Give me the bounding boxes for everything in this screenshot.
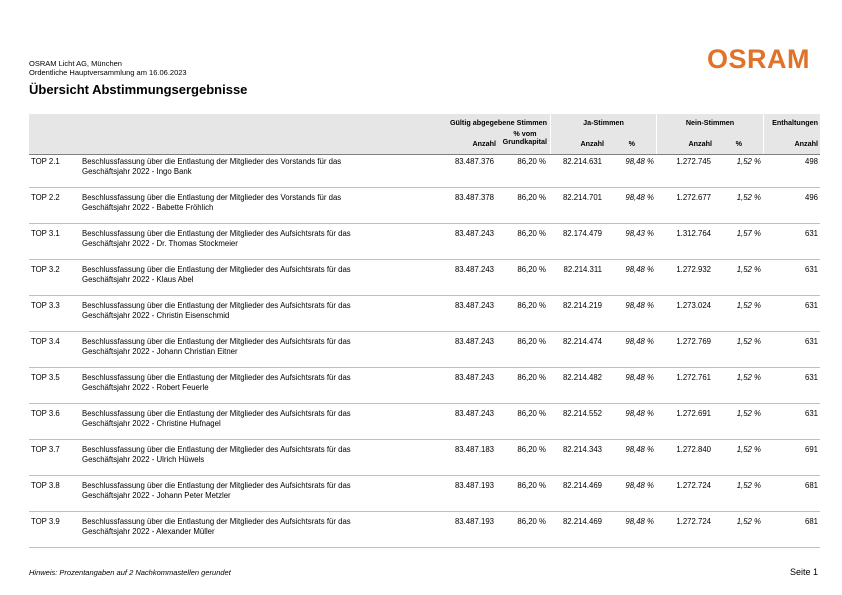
cell-nein-pct: 1,52 % [736,373,761,382]
agenda-item: TOP 3.6 [31,409,60,418]
cell-valid: 83.487.243 [454,301,494,310]
header-nein-anzahl: Anzahl [688,139,712,148]
cell-nein-pct: 1,52 % [736,517,761,526]
resolution-subject: Geschäftsjahr 2022 - Dr. Thomas Stockmeier [82,239,238,248]
cell-ja-pct: 98,48 % [625,373,654,382]
cell-enth: 681 [804,517,818,526]
cell-valid: 83.487.193 [454,481,494,490]
resolution-subject: Geschäftsjahr 2022 - Johann Peter Metzler [82,491,231,500]
cell-valid: 83.487.183 [454,445,494,454]
row-divider [29,223,820,224]
cell-ja: 82.214.701 [562,193,602,202]
cell-nein-pct: 1,52 % [736,337,761,346]
cell-nein-pct: 1,52 % [736,193,761,202]
cell-ja: 82.214.219 [562,301,602,310]
cell-valid: 83.487.243 [454,409,494,418]
agenda-item: TOP 2.1 [31,157,60,166]
cell-nein-pct: 1,52 % [736,301,761,310]
header-ja-group: Ja-Stimmen [583,118,624,127]
agenda-item: TOP 3.9 [31,517,60,526]
cell-enth: 631 [804,301,818,310]
cell-nein: 1.272.745 [676,157,711,166]
resolution-subject: Geschäftsjahr 2022 - Christin Eisenschmid [82,311,230,320]
cell-ja-pct: 98,48 % [625,157,654,166]
header-enth-group: Enthaltungen [772,118,818,127]
cell-nein: 1.272.691 [676,409,711,418]
row-divider [29,331,820,332]
resolution-text: Beschlussfassung über die Entlastung der Mitglieder des Aufsichtsrats für das [82,265,351,274]
resolution-subject: Geschäftsjahr 2022 - Robert Feuerle [82,383,209,392]
cell-ja-pct: 98,43 % [625,229,654,238]
company-name [29,60,187,77]
cell-enth: 498 [804,157,818,166]
resolution-text: Beschlussfassung über die Entlastung der Mitglieder des Aufsichtsrats für das [82,373,351,382]
company-line: OSRAM Licht AG, München [29,59,122,68]
cell-ja-pct: 98,48 % [625,265,654,274]
cell-nein-pct: 1,52 % [736,157,761,166]
header-valid-pct-1: % vom [513,129,537,138]
cell-valid: 83.487.243 [454,337,494,346]
cell-valid: 83.487.193 [454,517,494,526]
resolution-subject: Geschäftsjahr 2022 - Christine Hufnagel [82,419,221,428]
cell-valid-pct: 86,20 % [517,445,546,454]
cell-enth: 681 [804,481,818,490]
agenda-item: TOP 2.2 [31,193,60,202]
cell-nein: 1.272.840 [676,445,711,454]
cell-nein: 1.272.724 [676,517,711,526]
cell-nein-pct: 1,52 % [736,445,761,454]
cell-ja-pct: 98,48 % [625,193,654,202]
page-title: Übersicht Abstimmungsergebnisse [29,82,248,97]
page-number: Seite 1 [790,567,819,577]
resolution-text: Beschlussfassung über die Entlastung der Mitglieder des Aufsichtsrats für das [82,301,351,310]
cell-nein-pct: 1,57 % [736,229,761,238]
resolution-text: Beschlussfassung über die Entlastung der Mitglieder des Aufsichtsrats für das [82,445,351,454]
row-divider [29,259,820,260]
cell-enth: 631 [804,337,818,346]
cell-ja-pct: 98,48 % [625,517,654,526]
header-enth-anzahl: Anzahl [794,139,818,148]
cell-nein: 1.272.761 [676,373,711,382]
cell-ja-pct: 98,48 % [625,337,654,346]
resolution-text: Beschlussfassung über die Entlastung der Mitglieder des Vorstands für das [82,157,342,166]
row-divider [29,187,820,188]
cell-nein: 1.272.932 [676,265,711,274]
cell-nein-pct: 1,52 % [736,265,761,274]
resolution-subject: Geschäftsjahr 2022 - Klaus Abel [82,275,194,284]
cell-enth: 631 [804,409,818,418]
cell-nein: 1.272.724 [676,481,711,490]
cell-nein-pct: 1,52 % [736,409,761,418]
header-valid-group: Gültig abgegebene Stimmen [449,118,547,127]
meeting-line: Ordentliche Hauptversammlung am 16.06.2023 [29,67,187,77]
agenda-item: TOP 3.3 [31,301,60,310]
resolution-text: Beschlussfassung über die Entlastung der Mitglieder des Aufsichtsrats für das [82,409,351,418]
row-divider [29,403,820,404]
header-nein-group: Nein-Stimmen [685,118,735,127]
row-divider [29,547,820,548]
row-divider [29,367,820,368]
cell-valid: 83.487.378 [454,193,494,202]
resolution-text: Beschlussfassung über die Entlastung der Mitglieder des Aufsichtsrats für das [82,229,351,238]
header-valid-anzahl: Anzahl [472,139,496,148]
cell-ja: 82.214.469 [562,481,602,490]
cell-ja: 82.214.343 [562,445,602,454]
cell-ja: 82.214.482 [562,373,602,382]
header-ja-pct: % [628,139,635,148]
cell-valid-pct: 86,20 % [517,481,546,490]
row-divider [29,295,820,296]
cell-ja: 82.214.631 [562,157,602,166]
resolution-subject: Geschäftsjahr 2022 - Ulrich Hüwels [82,455,205,464]
cell-enth: 496 [804,193,818,202]
row-divider [29,475,820,476]
cell-valid-pct: 86,20 % [517,517,546,526]
cell-nein: 1.272.677 [676,193,711,202]
resolution-subject: Geschäftsjahr 2022 - Alexander Müller [82,527,215,536]
cell-valid: 83.487.376 [454,157,494,166]
cell-valid-pct: 86,20 % [517,409,546,418]
cell-valid-pct: 86,20 % [517,301,546,310]
cell-valid: 83.487.243 [454,229,494,238]
cell-nein: 1.273.024 [676,301,711,310]
cell-valid-pct: 86,20 % [517,337,546,346]
cell-nein: 1.272.769 [676,337,711,346]
cell-enth: 631 [804,229,818,238]
cell-valid: 83.487.243 [454,373,494,382]
cell-ja: 82.214.469 [562,517,602,526]
cell-ja: 82.214.311 [563,265,602,274]
cell-valid-pct: 86,20 % [517,265,546,274]
row-divider [29,439,820,440]
agenda-item: TOP 3.4 [31,337,60,346]
cell-valid: 83.487.243 [454,265,494,274]
cell-enth: 691 [804,445,818,454]
header-ja-anzahl: Anzahl [580,139,604,148]
row-divider [29,511,820,512]
resolution-text: Beschlussfassung über die Entlastung der Mitglieder des Aufsichtsrats für das [82,337,351,346]
resolution-text: Beschlussfassung über die Entlastung der Mitglieder des Aufsichtsrats für das [82,481,351,490]
cell-ja-pct: 98,48 % [625,301,654,310]
agenda-item: TOP 3.7 [31,445,60,454]
header-valid-pct-2: Grundkapital [502,137,547,146]
cell-nein-pct: 1,52 % [736,481,761,490]
resolution-subject: Geschäftsjahr 2022 - Ingo Bank [82,167,192,176]
agenda-item: TOP 3.1 [31,229,60,238]
cell-enth: 631 [804,265,818,274]
header-rule [29,154,820,155]
agenda-item: TOP 3.2 [31,265,60,274]
resolution-text: Beschlussfassung über die Entlastung der Mitglieder des Aufsichtsrats für das [82,517,351,526]
cell-valid-pct: 86,20 % [517,229,546,238]
cell-valid-pct: 86,20 % [517,373,546,382]
resolution-subject: Geschäftsjahr 2022 - Johann Christian Eitner [82,347,238,356]
cell-ja-pct: 98,48 % [625,445,654,454]
resolution-text: Beschlussfassung über die Entlastung der Mitglieder des Vorstands für das [82,193,342,202]
cell-ja: 82.174.479 [562,229,602,238]
cell-ja: 82.214.552 [562,409,602,418]
agenda-item: TOP 3.5 [31,373,60,382]
resolution-subject: Geschäftsjahr 2022 - Babette Fröhlich [82,203,214,212]
cell-valid-pct: 86,20 % [517,193,546,202]
osram-logo: OSRAM [707,44,810,74]
agenda-item: TOP 3.8 [31,481,60,490]
cell-ja: 82.214.474 [562,337,602,346]
cell-ja-pct: 98,48 % [625,409,654,418]
cell-enth: 631 [804,373,818,382]
cell-ja-pct: 98,48 % [625,481,654,490]
header-nein-pct: % [735,139,742,148]
cell-nein: 1.312.764 [676,229,711,238]
footnote: Hinweis: Prozentangaben auf 2 Nachkommastellen gerundet [29,568,231,577]
cell-valid-pct: 86,20 % [517,157,546,166]
